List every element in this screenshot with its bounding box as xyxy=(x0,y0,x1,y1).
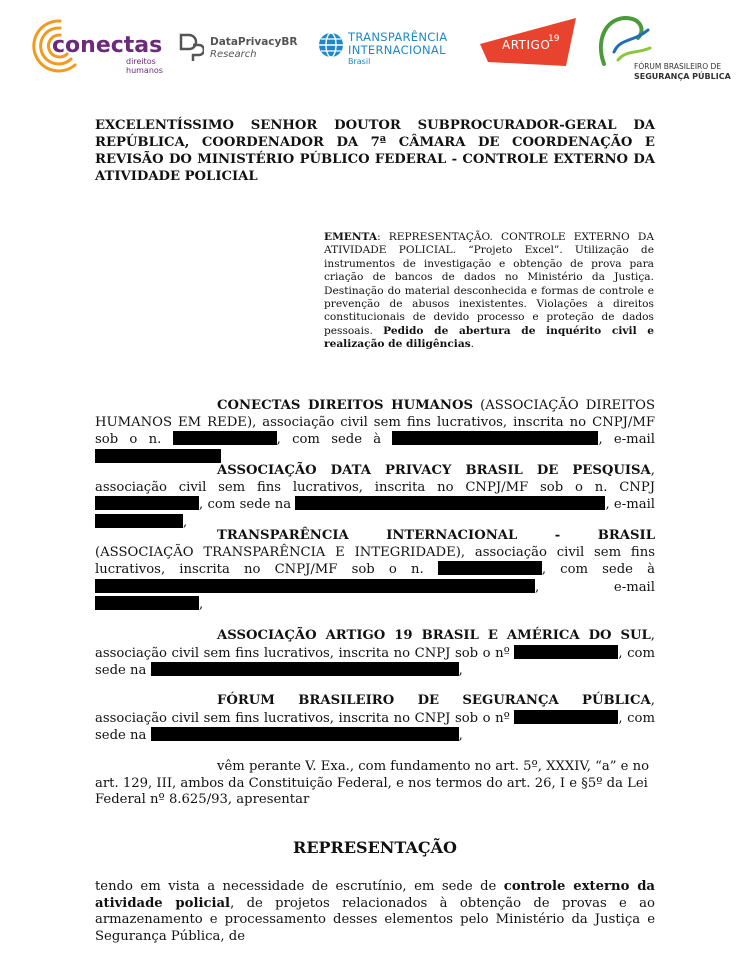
closing-paragraph xyxy=(95,879,655,945)
party-name: ASSOCIAÇÃO ARTIGO 19 BRASIL E AMÉRICA DO SUL xyxy=(217,628,651,643)
conectas-logo xyxy=(30,15,170,77)
party-email: , e-mail xyxy=(535,579,655,595)
artigo19-logo xyxy=(476,14,580,70)
party-email: , e-mail xyxy=(598,432,655,447)
party-conectas xyxy=(95,398,655,466)
artigo19-text: ARTIGO xyxy=(502,38,551,52)
document-title: REPRESENTAÇÃO xyxy=(293,838,457,857)
conectas-sub-2: humanos xyxy=(126,66,163,75)
party-sede: , com sede na xyxy=(95,645,656,678)
ementa-block xyxy=(324,231,654,352)
dataprivacy-logo xyxy=(178,32,298,66)
forum-logo xyxy=(594,12,744,82)
dataprivacy-line2: Research xyxy=(210,49,257,60)
artigo19-num: 19 xyxy=(548,34,560,44)
redaction-bar xyxy=(514,645,618,659)
transparencia-logo xyxy=(318,28,468,72)
redaction-bar xyxy=(392,431,598,445)
party-sede: , com sede à xyxy=(541,562,656,577)
party-end: , xyxy=(458,663,463,678)
forum-swirl-icon xyxy=(594,12,654,68)
redaction-bar xyxy=(295,496,605,510)
redaction-bar xyxy=(95,596,199,610)
globe-icon xyxy=(318,32,344,58)
party-forum xyxy=(95,693,655,745)
party-desc: , associação civil sem fins lucrativos, inscrita no CNPJ sob o nº xyxy=(95,693,655,726)
party-email: , e-mail xyxy=(605,497,655,512)
party-transparencia xyxy=(95,528,655,614)
transparencia-line2: INTERNACIONAL xyxy=(348,43,446,57)
party-name: ASSOCIAÇÃO DATA PRIVACY BRASIL DE PESQUISA xyxy=(217,463,651,478)
ementa-label: EMENTA xyxy=(324,231,378,243)
closing-pre: tendo em vista a necessidade de escrutínio, em sede de xyxy=(95,879,504,894)
redaction-bar xyxy=(438,561,542,575)
conectas-sub-1: direitos xyxy=(126,57,156,66)
party-artigo19 xyxy=(95,628,655,680)
redaction-bar xyxy=(151,662,459,676)
ementa-text: : REPRESENTAÇÃO. CONTROLE EXTERNO DA ATIVIDADE POLICIAL. “Projeto Excel”. Utilização de instrumentos de investigação e obtenção de prova para criação de bancos de dados no Ministério da Justiça. Destinação do material desconhecida e formas de controle e prevenção de abusos inexistentes. Violações a direitos constitucionais de devido processo e proteção de dados pessoais. xyxy=(324,231,654,337)
party-end: , xyxy=(199,597,204,612)
forum-line1: FÓRUM BRASILEIRO DE xyxy=(634,62,722,71)
party-sede: , com sede na xyxy=(199,497,296,512)
conectas-wordmark: conectas xyxy=(52,33,163,58)
closing-bold: controle externo da atividade policial xyxy=(95,879,655,911)
transparencia-line1: TRANSPARÊNCIA xyxy=(348,30,448,44)
redaction-bar xyxy=(173,431,277,445)
redaction-bar xyxy=(514,710,618,724)
redaction-bar xyxy=(95,496,199,510)
party-desc: (ASSOCIAÇÃO DIREITOS HUMANOS EM REDE), associação civil sem fins lucrativos, inscrita no CNPJ/MF sob o n. xyxy=(95,398,655,447)
closing-post: , de projetos relacionados à obtenção de provas e ao armazenamento e processamento desses elementos pelo Ministério da Justiça e Segurança Pública, de xyxy=(95,895,655,944)
party-name: TRANSPARÊNCIA INTERNACIONAL - BRASIL xyxy=(217,528,655,543)
party-dataprivacy xyxy=(95,463,655,531)
party-desc: , associação civil sem fins lucrativos, inscrita no CNPJ sob o nº xyxy=(95,628,655,661)
party-sede: , com sede à xyxy=(276,432,393,447)
logo-header xyxy=(0,0,750,90)
redaction-bar xyxy=(95,514,183,528)
party-name: CONECTAS DIREITOS HUMANOS xyxy=(217,398,473,413)
forum-line2: SEGURANÇA PÚBLICA xyxy=(634,72,731,81)
party-end: , xyxy=(458,728,463,743)
ementa-period: . xyxy=(470,338,475,351)
dataprivacy-line1: DataPrivacyBR xyxy=(210,36,298,48)
party-sede: , com sede na xyxy=(95,710,656,743)
redaction-bar xyxy=(95,579,535,593)
party-desc: (ASSOCIAÇÃO TRANSPARÊNCIA E INTEGRIDADE), associação civil sem fins lucrativos, inscrita no CNPJ/MF sob o n. xyxy=(95,544,655,577)
dataprivacy-mark-icon xyxy=(178,32,204,62)
redaction-bar xyxy=(95,449,221,463)
ementa-request: Pedido de abertura de inquérito civil e realização de diligências xyxy=(324,324,654,351)
redaction-bar xyxy=(151,727,459,741)
party-name: FÓRUM BRASILEIRO DE SEGURANÇA PÚBLICA xyxy=(217,693,651,708)
conectas-sub xyxy=(126,57,163,75)
party-end: , xyxy=(183,514,188,530)
transparencia-line3: Brasil xyxy=(348,57,371,66)
legal-basis-paragraph xyxy=(95,759,655,809)
party-desc: , associação civil sem fins lucrativos, inscrita no CNPJ/MF sob o n. CNPJ xyxy=(95,463,655,495)
addressee-heading: EXCELENTÍSSIMO SENHOR DOUTOR SUBPROCURADOR-GERAL DA REPÚBLICA, COORDENADOR DA 7ª CÂMARA DE COORDENAÇÃO E REVISÃO DO MINISTÉRIO PÚBLICO FEDERAL - CONTROLE EXTERNO DA ATIVIDADE POLICIAL xyxy=(95,118,655,184)
legal-basis-text: vêm perante V. Exa., com fundamento no art. 5º, XXXIV, “a” e no art. 129, III, ambos da Constituição Federal, e nos termos do art. 26, I e §5º da Lei Federal nº 8.625/93, apresentar xyxy=(95,759,650,807)
